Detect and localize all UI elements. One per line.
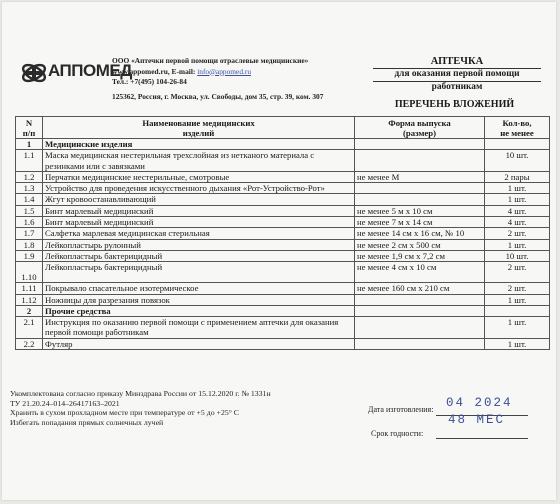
- row-number: 1.8: [16, 239, 43, 250]
- row-item-form: не менее 2 см х 500 см: [355, 239, 485, 250]
- row-item-form: [355, 294, 485, 305]
- row-number: 1: [16, 139, 43, 150]
- row-item-name: Прочие средства: [43, 305, 355, 316]
- row-item-name: Перчатки медицинские нестерильные, смотровые: [43, 171, 355, 182]
- row-number: 2.1: [16, 317, 43, 339]
- company-contacts: [112, 67, 377, 78]
- row-item-form: не менее 14 см х 16 см, № 10: [355, 228, 485, 239]
- expiry-label: Срок годности:: [371, 429, 424, 438]
- table-row: [16, 150, 550, 172]
- expiry-stamp: 48 МЕС: [448, 413, 506, 427]
- row-item-form: [355, 150, 485, 172]
- row-item-form: [355, 305, 485, 316]
- row-item-name: Медицинские изделия: [43, 139, 355, 150]
- kit-subtitle-2: работникам: [431, 82, 483, 92]
- row-item-form: не менее 1,9 см х 7,2 см: [355, 250, 485, 261]
- table-row: [16, 239, 550, 250]
- row-number: 1.6: [16, 217, 43, 228]
- production-date-stamp: 04 2024: [446, 396, 513, 410]
- row-item-form: не менее 5 м х 10 см: [355, 205, 485, 216]
- row-item-name: Футляр: [43, 338, 355, 349]
- company-name: ООО «Аптечки первой помощи отраслевые медицинские»: [112, 56, 309, 65]
- row-number: 1.3: [16, 183, 43, 194]
- row-item-form: [355, 139, 485, 150]
- table-row: [16, 338, 550, 349]
- row-item-qty: 2 шт.: [485, 228, 550, 239]
- expiry-rule: [436, 438, 528, 439]
- row-item-form: [355, 194, 485, 205]
- company-web: www.appomed.ru, E-mail:: [112, 66, 196, 76]
- row-number: 1.11: [16, 283, 43, 294]
- row-item-qty: 2 пары: [485, 171, 550, 182]
- row-item-name: Покрывало спасательное изотермическое: [43, 283, 355, 294]
- table-row: [16, 262, 550, 283]
- row-item-name: Жгут кровоостанавливающий: [43, 194, 355, 205]
- table-row: [16, 205, 550, 216]
- row-item-qty: 10 шт.: [485, 150, 550, 172]
- row-item-form: [355, 183, 485, 194]
- row-number: 2.2: [16, 338, 43, 349]
- table-row: [16, 171, 550, 182]
- footer-line-3: Хранить в сухом прохладном месте при температуре от +5 до +25° С: [10, 408, 240, 418]
- row-number: 1.4: [16, 194, 43, 205]
- row-item-qty: 1 шт.: [485, 294, 550, 305]
- company-info: [112, 56, 377, 102]
- header-form: Форма выпуска (размер): [355, 117, 485, 139]
- row-number: 1.1: [16, 150, 43, 172]
- table-header-row: [16, 117, 550, 139]
- row-item-form: не менее 4 см х 10 см: [355, 262, 485, 283]
- row-number: 1.10: [16, 262, 43, 283]
- row-item-name: Ножницы для разрезания повязок: [43, 294, 355, 305]
- row-item-qty: 1 шт.: [485, 338, 550, 349]
- company-phone: Тел.: +7(495) 104-26-84: [112, 77, 187, 86]
- header-qty: Кол-во, не менее: [485, 117, 550, 139]
- table-row: [16, 294, 550, 305]
- row-item-qty: [485, 305, 550, 316]
- production-date-label: Дата изготовления:: [368, 405, 434, 414]
- row-item-qty: 1 шт.: [485, 317, 550, 339]
- row-item-name: Бинт марлевый медицинский: [43, 205, 355, 216]
- row-item-qty: 4 шт.: [485, 217, 550, 228]
- row-item-qty: 1 шт.: [485, 239, 550, 250]
- table-row: [16, 283, 550, 294]
- row-item-qty: 1 шт.: [485, 194, 550, 205]
- row-item-qty: 10 шт.: [485, 250, 550, 261]
- table-row: [16, 317, 550, 339]
- row-number: 1.7: [16, 228, 43, 239]
- footer-notes: [10, 389, 340, 427]
- row-item-qty: 1 шт.: [485, 183, 550, 194]
- kit-title-block: [367, 56, 547, 93]
- row-item-name: Салфетка марлевая медицинская стерильная: [43, 228, 355, 239]
- document-sheet: [2, 2, 556, 500]
- row-item-form: не менее 7 м х 14 см: [355, 217, 485, 228]
- row-item-name: Инструкция по оказанию первой помощи с применением аптечки для оказания первой помощи работникам: [43, 317, 355, 339]
- table-row: [16, 250, 550, 261]
- footer-line-1: Укомплектована согласно приказу Минздрава России от 15.12.2020 г. № 1331н: [10, 389, 271, 398]
- header-num: N п/п: [16, 117, 43, 139]
- brand-logo: [20, 58, 132, 88]
- row-item-form: не менее M: [355, 171, 485, 182]
- row-item-qty: [485, 139, 550, 150]
- row-item-name: Лейкопластырь бактерицидный: [43, 250, 355, 261]
- row-item-form: [355, 317, 485, 339]
- row-item-qty: 2 шт.: [485, 283, 550, 294]
- header-name: Наименование медицинских изделий: [43, 117, 355, 139]
- row-item-qty: 4 шт.: [485, 205, 550, 216]
- table-row: [16, 194, 550, 205]
- kit-title: АПТЕЧКА: [430, 56, 484, 67]
- table-row: [16, 183, 550, 194]
- footer-line-2: ТУ 21.20.24–014–26417163–2021: [10, 398, 120, 408]
- company-email-link[interactable]: info@appomed.ru: [197, 66, 252, 76]
- row-item-name: Лейкопластырь рулонный: [43, 239, 355, 250]
- contents-table: [15, 116, 550, 350]
- row-number: 2: [16, 305, 43, 316]
- row-number: 1.5: [16, 205, 43, 216]
- row-item-name: Лейкопластырь бактерицидный: [43, 262, 355, 283]
- table-section-row: [16, 139, 550, 150]
- row-item-name: Устройство для проведения искусственного дыхания «Рот-Устройство-Рот»: [43, 183, 355, 194]
- brand-name: АППОМЕД: [48, 61, 132, 80]
- row-item-name: Маска медицинская нестерильная трехслойная из нетканого материала с резинками или с завязками: [43, 150, 355, 172]
- row-number: 1.9: [16, 250, 43, 261]
- table-section-row: [16, 305, 550, 316]
- table-row: [16, 217, 550, 228]
- row-item-name: Бинт марлевый медицинский: [43, 217, 355, 228]
- row-number: 1.12: [16, 294, 43, 305]
- row-number: 1.2: [16, 171, 43, 182]
- kit-subtitle-1: для оказания первой помощи: [394, 69, 520, 79]
- table-row: [16, 228, 550, 239]
- row-item-qty: 2 шт.: [485, 262, 550, 283]
- contents-title: ПЕРЕЧЕНЬ ВЛОЖЕНИЙ: [394, 99, 515, 110]
- row-item-form: [355, 338, 485, 349]
- row-item-form: не менее 160 см х 210 см: [355, 283, 485, 294]
- company-address: 125362, Россия, г. Москва, ул. Свободы, дом 35, стр. 39, ком. 307: [112, 91, 324, 101]
- footer-line-4: Избегать попадания прямых солнечных лучей: [10, 417, 164, 427]
